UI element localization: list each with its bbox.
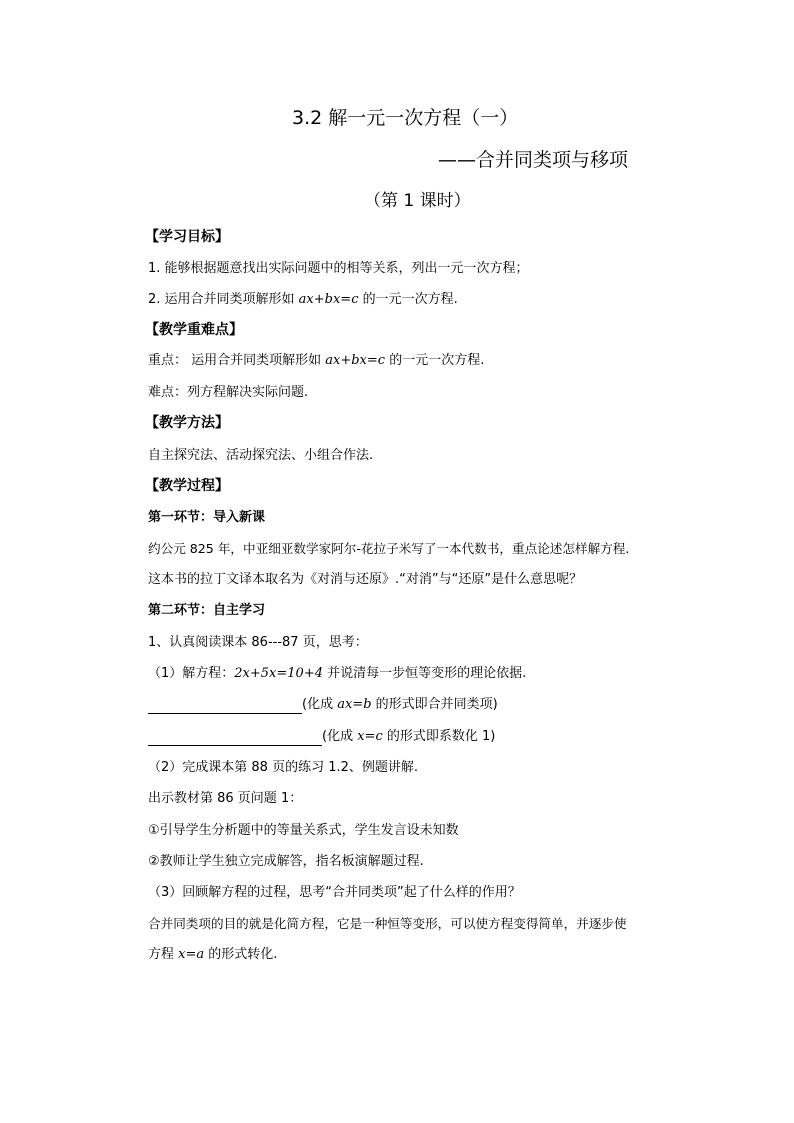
conclusion-prefix: 方程 (148, 947, 179, 962)
question-1-prefix: （1）解方程： (148, 666, 235, 681)
key-point-formula: ax+bx=c (325, 353, 386, 368)
objective-item-2-suffix: 的一元一次方程. (358, 292, 458, 307)
key-point-suffix: 的一元一次方程. (385, 353, 485, 368)
show-problem: 出示教材第 86 页问题 1： (148, 791, 303, 806)
step-1: 1、认真阅读课本 86---87 页，思考： (148, 635, 368, 650)
key-point (148, 352, 484, 370)
process-heading: 【教学过程】 (145, 478, 229, 494)
document-subtitle: ——合并同类项与移项 (438, 149, 629, 171)
question-1-suffix: 并说清每一步恒等变形的理论依据. (322, 666, 527, 681)
stage-1-title: 第一环节：导入新课 (148, 510, 266, 525)
conclusion-line-2 (148, 946, 277, 964)
answer-line-1-formula: ax=b (337, 697, 372, 712)
key-points-heading: 【教学重难点】 (145, 322, 243, 338)
methods-heading: 【教学方法】 (145, 415, 229, 431)
document-title: 3.2 解一元一次方程（一） (292, 107, 519, 129)
conclusion-suffix: 的形式转化. (204, 947, 278, 962)
objective-item-2-prefix: 2. 运用合并同类项解形如 (148, 292, 299, 307)
answer-blank-1[interactable] (148, 699, 302, 714)
conclusion-line-1: 合并同类项的目的就是化简方程，它是一种恒等变形，可以使方程变得简单，并逐步使 (148, 916, 627, 931)
question-1-formula: 2x+5x=10+4 (234, 666, 323, 681)
objective-item-2 (148, 291, 458, 309)
objective-item-2-formula: ax+bx=c (298, 292, 359, 307)
answer-line-1-suffix: 的形式即合并同类项) (371, 697, 498, 712)
question-1 (148, 665, 526, 683)
guide-step-2: ②教师让学生独立完成解答，指名板演解题过程. (148, 854, 424, 869)
difficulty-point: 难点：列方程解决实际问题. (148, 385, 309, 400)
stage-1-paragraph-line-1: 约公元 825 年，中亚细亚数学家阿尔-花拉子米写了一本代数书，重点论述怎样解方程. (148, 541, 630, 556)
question-3: （3）回顾解方程的过程，思考“合并同类项”起了什么样的作用？ (148, 885, 521, 900)
answer-blank-2[interactable] (148, 731, 322, 746)
objective-item-1: 1. 能够根据题意找出实际问题中的相等关系，列出一元一次方程； (148, 261, 529, 276)
lesson-label: （第 1 课时） (364, 191, 471, 211)
answer-line-2 (148, 728, 495, 746)
key-point-prefix: 重点： 运用合并同类项解形如 (148, 353, 326, 368)
question-2: （2）完成课本第 88 页的练习 1.2、例题讲解. (148, 760, 419, 775)
stage-2-title: 第二环节：自主学习 (148, 603, 266, 618)
stage-1-paragraph-line-2: 这本书的拉丁文译本取名为《对消与还原》.“对消”与“还原”是什么意思呢？ (148, 572, 583, 587)
objectives-heading: 【学习目标】 (145, 229, 229, 245)
methods-text: 自主探究法、活动探究法、小组合作法. (148, 448, 374, 463)
answer-line-2-formula: x=c (357, 729, 383, 744)
answer-line-1-prefix: (化成 (302, 697, 338, 712)
conclusion-formula: x=a (178, 947, 205, 962)
answer-line-2-suffix: 的形式即系数化 1) (382, 729, 496, 744)
guide-step-1: ①引导学生分析题中的等量关系式，学生发言设未知数 (148, 823, 459, 838)
answer-line-1 (148, 696, 498, 714)
answer-line-2-prefix: (化成 (322, 729, 358, 744)
